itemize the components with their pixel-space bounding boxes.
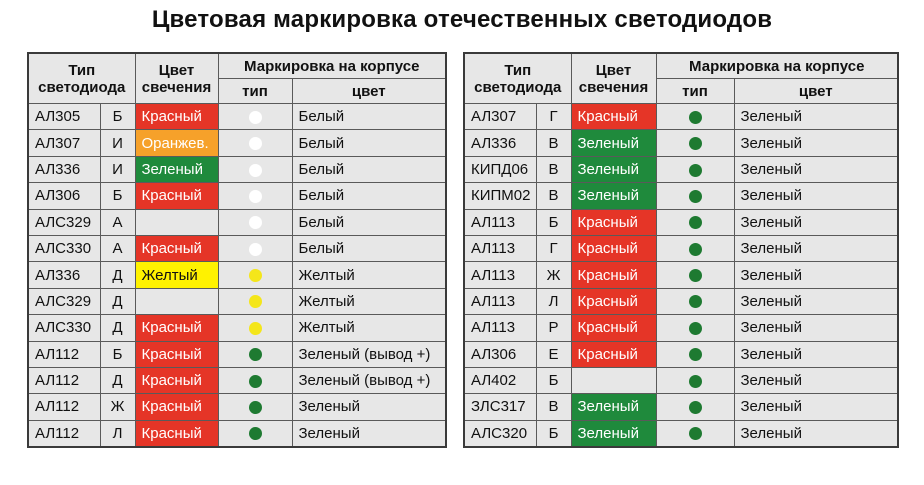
led-model: АЛ336 <box>28 156 100 182</box>
led-model: АЛ113 <box>464 288 536 314</box>
glow-color-cell: Красный <box>571 262 656 288</box>
marking-type-cell <box>656 394 734 420</box>
led-letter: В <box>536 394 571 420</box>
table-row <box>28 288 446 314</box>
glow-color-cell <box>135 288 218 314</box>
green-dot-icon <box>689 427 702 440</box>
glow-color-cell: Красный <box>571 209 656 235</box>
green-dot-icon <box>689 295 702 308</box>
marking-type-cell <box>218 315 292 341</box>
table-row <box>28 156 446 182</box>
glow-color-cell: Красный <box>135 420 218 447</box>
header-led-type: Тип светодиода <box>464 53 571 104</box>
white-dot-icon <box>249 137 262 150</box>
table-body-right <box>464 104 898 448</box>
marking-type-cell <box>656 156 734 182</box>
glow-color-cell: Красный <box>135 367 218 393</box>
header-glow-color: Цвет свечения <box>135 53 218 104</box>
table-row <box>28 235 446 261</box>
glow-color-cell: Красный <box>571 235 656 261</box>
led-model: АЛ336 <box>464 130 536 156</box>
table-row <box>464 156 898 182</box>
marking-type-cell <box>656 367 734 393</box>
glow-color-cell: Желтый <box>135 262 218 288</box>
glow-color-cell: Зеленый <box>571 183 656 209</box>
marking-type-cell <box>656 262 734 288</box>
led-model: ЗЛС317 <box>464 394 536 420</box>
marking-type-cell <box>218 367 292 393</box>
led-model: КИПМ02 <box>464 183 536 209</box>
led-letter: И <box>100 130 135 156</box>
marking-type-cell <box>656 420 734 447</box>
marking-color-name: Зеленый <box>734 183 898 209</box>
header-marking-color: цвет <box>292 79 446 104</box>
table-row <box>28 315 446 341</box>
green-dot-icon <box>689 243 702 256</box>
led-letter: Б <box>100 183 135 209</box>
white-dot-icon <box>249 216 262 229</box>
table-row <box>28 341 446 367</box>
yellow-dot-icon <box>249 269 262 282</box>
glow-color-cell: Красный <box>135 104 218 130</box>
led-model: АЛ305 <box>28 104 100 130</box>
green-dot-icon <box>689 269 702 282</box>
table-row <box>28 262 446 288</box>
led-model: АЛ307 <box>464 104 536 130</box>
led-model: АЛ307 <box>28 130 100 156</box>
led-letter: Б <box>536 367 571 393</box>
marking-color-name: Белый <box>292 156 446 182</box>
table-row <box>28 183 446 209</box>
glow-color-cell: Зеленый <box>571 394 656 420</box>
table-body-left <box>28 104 446 448</box>
marking-color-name: Зеленый (вывод +) <box>292 367 446 393</box>
green-dot-icon <box>249 401 262 414</box>
glow-color-cell: Зеленый <box>135 156 218 182</box>
header-marking-color: цвет <box>734 79 898 104</box>
marking-type-cell <box>656 104 734 130</box>
marking-color-name: Зеленый <box>734 315 898 341</box>
marking-type-cell <box>218 130 292 156</box>
green-dot-icon <box>689 111 702 124</box>
marking-color-name: Белый <box>292 209 446 235</box>
marking-color-name: Белый <box>292 183 446 209</box>
table-row <box>464 288 898 314</box>
led-letter: Б <box>100 104 135 130</box>
led-letter: Б <box>536 420 571 447</box>
led-letter: Д <box>100 367 135 393</box>
led-letter: Л <box>100 420 135 447</box>
led-letter: Е <box>536 341 571 367</box>
glow-color-cell: Зеленый <box>571 130 656 156</box>
table-row <box>464 262 898 288</box>
header-case-marking: Маркировка на корпусе <box>656 53 898 79</box>
white-dot-icon <box>249 164 262 177</box>
marking-color-name: Зеленый (вывод +) <box>292 341 446 367</box>
green-dot-icon <box>689 137 702 150</box>
marking-type-cell <box>656 209 734 235</box>
marking-color-name: Желтый <box>292 315 446 341</box>
led-letter: В <box>536 183 571 209</box>
yellow-dot-icon <box>249 322 262 335</box>
marking-type-cell <box>656 341 734 367</box>
marking-color-name: Зеленый <box>734 235 898 261</box>
table-row <box>28 367 446 393</box>
glow-color-cell: Красный <box>571 104 656 130</box>
glow-color-cell: Красный <box>571 341 656 367</box>
green-dot-icon <box>689 164 702 177</box>
led-letter: Г <box>536 235 571 261</box>
led-model: АЛ113 <box>464 315 536 341</box>
green-dot-icon <box>689 322 702 335</box>
green-dot-icon <box>249 348 262 361</box>
led-model: АЛС320 <box>464 420 536 447</box>
header-led-type: Тип светодиода <box>28 53 135 104</box>
led-model: АЛС330 <box>28 315 100 341</box>
table-row <box>28 394 446 420</box>
table-row <box>464 209 898 235</box>
marking-color-name: Белый <box>292 104 446 130</box>
led-letter: Л <box>536 288 571 314</box>
marking-color-name: Зеленый <box>734 367 898 393</box>
glow-color-cell: Оранжев. <box>135 130 218 156</box>
marking-type-cell <box>656 183 734 209</box>
glow-color-cell: Красный <box>135 394 218 420</box>
page-title: Цветовая маркировка отечественных светодиодов <box>151 6 773 33</box>
marking-color-name: Зеленый <box>734 130 898 156</box>
led-letter: Б <box>100 341 135 367</box>
led-letter: Д <box>100 288 135 314</box>
led-model: АЛ112 <box>28 394 100 420</box>
led-letter: Д <box>100 262 135 288</box>
green-dot-icon <box>689 190 702 203</box>
led-model: АЛ112 <box>28 420 100 447</box>
white-dot-icon <box>249 111 262 124</box>
marking-type-cell <box>218 209 292 235</box>
header-glow-color: Цвет свечения <box>571 53 656 104</box>
marking-type-cell <box>656 315 734 341</box>
table-row <box>28 420 446 447</box>
marking-color-name: Зеленый <box>734 420 898 447</box>
led-letter: Ж <box>100 394 135 420</box>
glow-color-cell: Красный <box>135 341 218 367</box>
led-table-left <box>27 52 447 448</box>
marking-type-cell <box>218 235 292 261</box>
glow-color-cell: Зеленый <box>571 156 656 182</box>
marking-type-cell <box>656 235 734 261</box>
glow-color-cell: Красный <box>135 235 218 261</box>
table-row <box>464 367 898 393</box>
led-letter: Ж <box>536 262 571 288</box>
table-row <box>28 104 446 130</box>
marking-type-cell <box>218 262 292 288</box>
marking-color-name: Зеленый <box>292 394 446 420</box>
table-row <box>464 130 898 156</box>
white-dot-icon <box>249 243 262 256</box>
marking-color-name: Белый <box>292 130 446 156</box>
green-dot-icon <box>689 348 702 361</box>
table-row <box>464 104 898 130</box>
led-model: АЛС329 <box>28 288 100 314</box>
marking-type-cell <box>218 183 292 209</box>
led-letter: А <box>100 235 135 261</box>
marking-type-cell <box>218 341 292 367</box>
marking-type-cell <box>656 130 734 156</box>
led-letter: А <box>100 209 135 235</box>
led-model: АЛ113 <box>464 209 536 235</box>
table-row <box>28 209 446 235</box>
led-model: КИПД06 <box>464 156 536 182</box>
marking-color-name: Белый <box>292 235 446 261</box>
marking-type-cell <box>218 104 292 130</box>
led-model: АЛ306 <box>464 341 536 367</box>
led-table-right <box>463 52 899 448</box>
marking-color-name: Зеленый <box>734 104 898 130</box>
green-dot-icon <box>689 375 702 388</box>
marking-type-cell <box>218 394 292 420</box>
led-model: АЛ336 <box>28 262 100 288</box>
marking-color-name: Желтый <box>292 262 446 288</box>
led-model: АЛ113 <box>464 235 536 261</box>
table-row <box>464 315 898 341</box>
led-model: АЛ306 <box>28 183 100 209</box>
marking-color-name: Зеленый <box>734 394 898 420</box>
glow-color-cell <box>135 209 218 235</box>
led-letter: В <box>536 130 571 156</box>
led-letter: Д <box>100 315 135 341</box>
green-dot-icon <box>689 401 702 414</box>
marking-type-cell <box>218 156 292 182</box>
glow-color-cell: Красный <box>135 315 218 341</box>
table-row <box>28 130 446 156</box>
green-dot-icon <box>689 216 702 229</box>
led-model: АЛ113 <box>464 262 536 288</box>
header-case-marking: Маркировка на корпусе <box>218 53 446 79</box>
led-letter: Р <box>536 315 571 341</box>
marking-color-name: Зеленый <box>734 341 898 367</box>
marking-color-name: Желтый <box>292 288 446 314</box>
table-row <box>464 183 898 209</box>
header-marking-type: тип <box>656 79 734 104</box>
glow-color-cell: Красный <box>571 288 656 314</box>
led-letter: Б <box>536 209 571 235</box>
header-marking-type: тип <box>218 79 292 104</box>
led-model: АЛ112 <box>28 341 100 367</box>
glow-color-cell: Красный <box>135 183 218 209</box>
led-letter: И <box>100 156 135 182</box>
marking-type-cell <box>656 288 734 314</box>
marking-color-name: Зеленый <box>734 209 898 235</box>
table-row <box>464 420 898 447</box>
led-letter: Г <box>536 104 571 130</box>
led-model: АЛ402 <box>464 367 536 393</box>
white-dot-icon <box>249 190 262 203</box>
marking-color-name: Зеленый <box>292 420 446 447</box>
yellow-dot-icon <box>249 295 262 308</box>
glow-color-cell <box>571 367 656 393</box>
led-letter: В <box>536 156 571 182</box>
green-dot-icon <box>249 375 262 388</box>
led-model: АЛС330 <box>28 235 100 261</box>
marking-color-name: Зеленый <box>734 262 898 288</box>
green-dot-icon <box>249 427 262 440</box>
glow-color-cell: Зеленый <box>571 420 656 447</box>
table-row <box>464 235 898 261</box>
table-row <box>464 341 898 367</box>
marking-color-name: Зеленый <box>734 288 898 314</box>
glow-color-cell: Красный <box>571 315 656 341</box>
led-model: АЛС329 <box>28 209 100 235</box>
led-model: АЛ112 <box>28 367 100 393</box>
marking-type-cell <box>218 420 292 447</box>
marking-type-cell <box>218 288 292 314</box>
table-row <box>464 394 898 420</box>
marking-color-name: Зеленый <box>734 156 898 182</box>
